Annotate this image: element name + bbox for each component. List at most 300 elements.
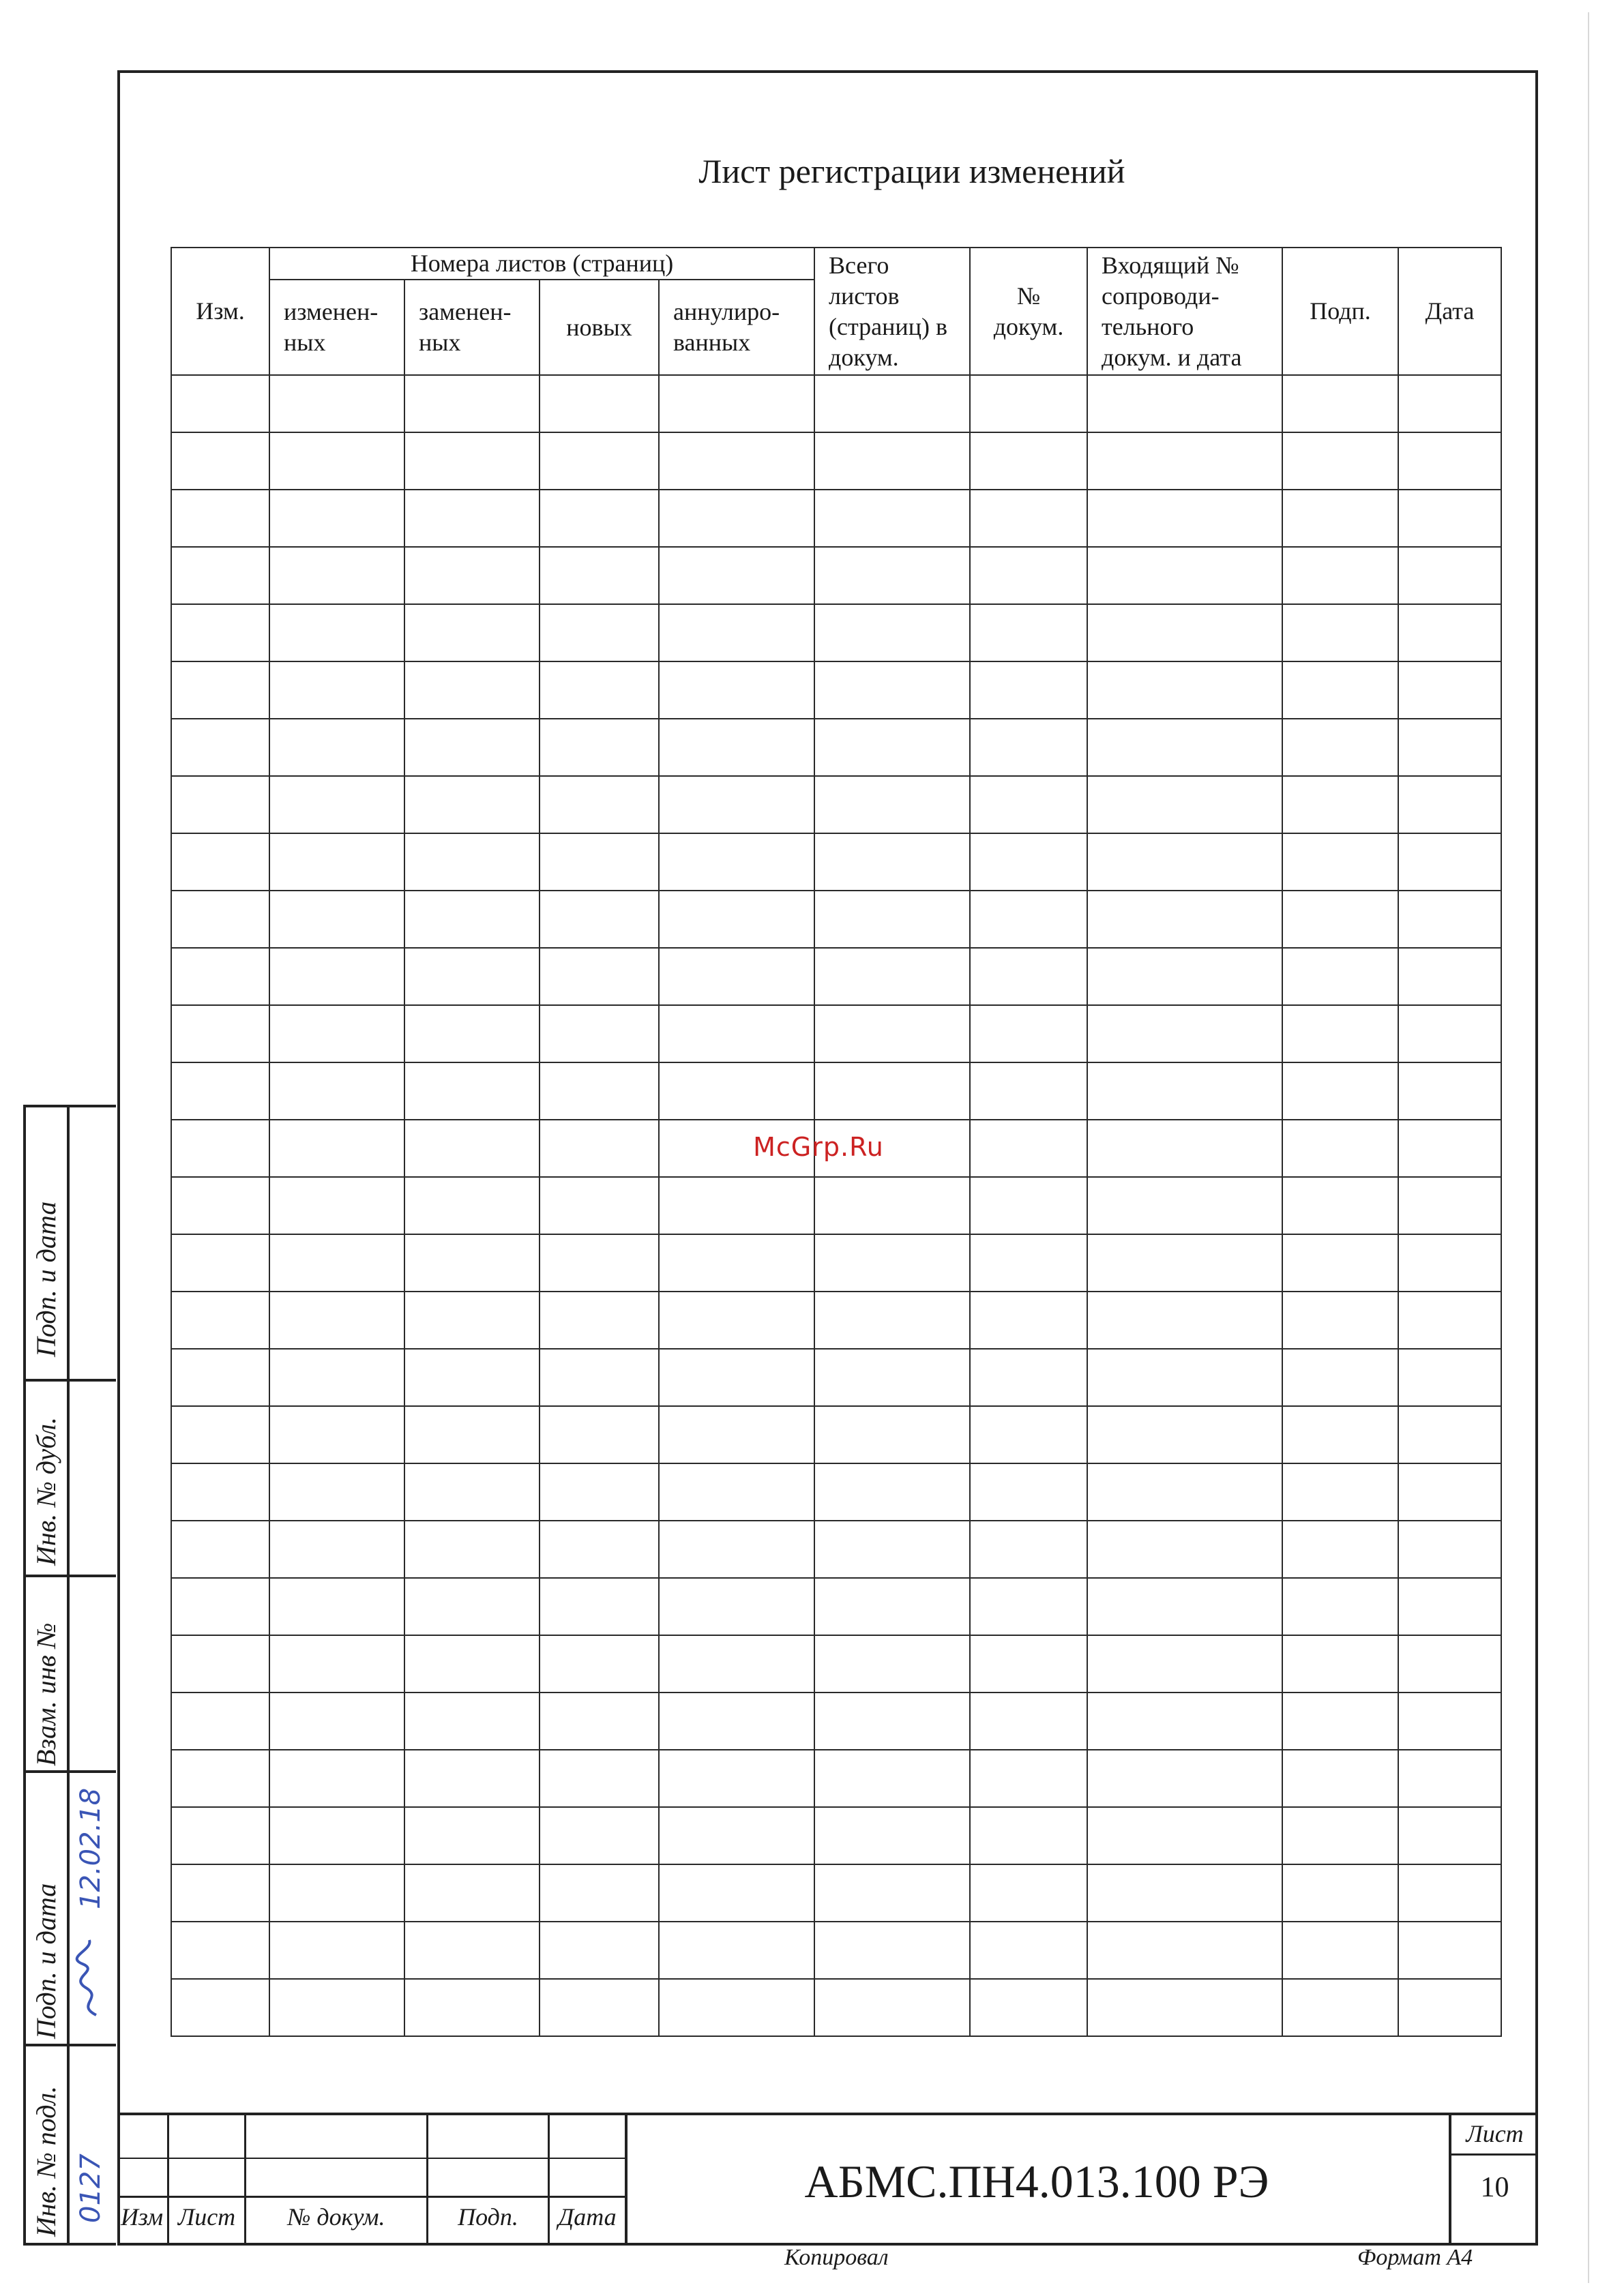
table-cell: [171, 1062, 269, 1120]
table-cell: [1282, 375, 1398, 432]
table-cell: [1282, 490, 1398, 547]
table-cell: [659, 1578, 814, 1635]
table-cell: [1398, 1062, 1501, 1120]
table-cell: [1398, 1635, 1501, 1693]
table-cell: [814, 833, 970, 891]
table-cell: [1398, 604, 1501, 661]
table-cell: [814, 661, 970, 719]
stamp-row-line: [117, 2158, 625, 2159]
table-cell: [1282, 1578, 1398, 1635]
table-cell: [814, 1177, 970, 1234]
table-cell: [269, 1693, 404, 1750]
table-cell: [540, 661, 659, 719]
table-cell: [404, 1578, 540, 1635]
table-cell: [1282, 1292, 1398, 1349]
table-row: [171, 661, 1501, 719]
table-cell: [269, 1349, 404, 1406]
table-row: [171, 1177, 1501, 1234]
table-cell: [1398, 1578, 1501, 1635]
table-cell: [540, 833, 659, 891]
table-cell: [1087, 1292, 1282, 1349]
table-body: [171, 375, 1501, 2036]
table-cell: [540, 1979, 659, 2036]
table-cell: [1087, 776, 1282, 833]
table-row: [171, 776, 1501, 833]
table-cell: [269, 1979, 404, 2036]
table-cell: [1087, 1120, 1282, 1177]
table-cell: [1087, 1635, 1282, 1693]
table-cell: [970, 604, 1087, 661]
table-cell: [404, 1177, 540, 1234]
side-label-sign-date: Подп. и дата: [31, 1201, 61, 1357]
table-cell: [659, 1693, 814, 1750]
table-cell: [970, 1234, 1087, 1292]
table-cell: [171, 891, 269, 948]
table-cell: [814, 1807, 970, 1864]
table-row: [171, 1578, 1501, 1635]
table-cell: [171, 1578, 269, 1635]
table-cell: [404, 1922, 540, 1979]
table-cell: [1398, 948, 1501, 1005]
header-incoming-doc: Входящий № сопроводи-тельного докум. и дата: [1087, 248, 1282, 375]
table-cell: [970, 1005, 1087, 1062]
table-cell: [540, 432, 659, 490]
table-cell: [1282, 1406, 1398, 1463]
table-cell: [814, 490, 970, 547]
table-cell: [540, 1635, 659, 1693]
table-row: [171, 1234, 1501, 1292]
table-cell: [540, 1807, 659, 1864]
table-cell: [404, 1406, 540, 1463]
table-cell: [269, 1521, 404, 1578]
table-cell: [269, 1005, 404, 1062]
table-cell: [970, 547, 1087, 604]
stamp-sheet-label: Лист: [1466, 2120, 1524, 2147]
table-cell: [540, 1062, 659, 1120]
table-cell: [659, 547, 814, 604]
table-cell: [814, 1578, 970, 1635]
table-cell: [404, 1062, 540, 1120]
table-cell: [404, 948, 540, 1005]
table-cell: [1282, 1864, 1398, 1922]
table-cell: [1398, 490, 1501, 547]
table-cell: [1087, 547, 1282, 604]
table-cell: [1282, 1750, 1398, 1807]
table-cell: [1282, 432, 1398, 490]
table-cell: [171, 375, 269, 432]
table-cell: [404, 1521, 540, 1578]
table-cell: [269, 1750, 404, 1807]
header-sign: Подп.: [1282, 248, 1398, 375]
table-cell: [404, 1234, 540, 1292]
table-cell: [1282, 1463, 1398, 1521]
table-cell: [659, 1062, 814, 1120]
table-cell: [970, 1349, 1087, 1406]
table-cell: [1282, 547, 1398, 604]
table-row: [171, 1521, 1501, 1578]
table-cell: [814, 1349, 970, 1406]
table-cell: [1087, 833, 1282, 891]
table-cell: [814, 891, 970, 948]
table-cell: [540, 1406, 659, 1463]
header-total-sheets: Всего листов (страниц) в докум.: [814, 248, 970, 375]
header-doc-number: № докум.: [970, 248, 1087, 375]
table-cell: [269, 490, 404, 547]
table-row: [171, 1922, 1501, 1979]
table-cell: [404, 375, 540, 432]
table-cell: [171, 1177, 269, 1234]
table-cell: [171, 1234, 269, 1292]
table-cell: [171, 1807, 269, 1864]
table-cell: [269, 833, 404, 891]
table-cell: [1087, 1979, 1282, 2036]
table-cell: [404, 1693, 540, 1750]
table-cell: [970, 891, 1087, 948]
table-cell: [1398, 776, 1501, 833]
footer-copied: Копировал: [784, 2245, 889, 2270]
table-cell: [970, 719, 1087, 776]
table-row: [171, 1005, 1501, 1062]
table-cell: [814, 604, 970, 661]
table-cell: [659, 1864, 814, 1922]
signature-scribble-icon: [72, 1937, 106, 2018]
table-cell: [1398, 1693, 1501, 1750]
watermark: McGrp.Ru: [753, 1132, 884, 1162]
table-cell: [1398, 1349, 1501, 1406]
table-cell: [1398, 661, 1501, 719]
table-cell: [814, 1062, 970, 1120]
table-cell: [970, 432, 1087, 490]
table-cell: [1282, 1635, 1398, 1693]
table-cell: [659, 1750, 814, 1807]
table-row: [171, 1693, 1501, 1750]
table-cell: [970, 1693, 1087, 1750]
table-cell: [1087, 1234, 1282, 1292]
table-cell: [970, 1521, 1087, 1578]
table-cell: [1282, 833, 1398, 891]
stamp-label-date: Дата: [558, 2203, 617, 2231]
table-cell: [1398, 1177, 1501, 1234]
table-cell: [1282, 1922, 1398, 1979]
table-cell: [970, 1635, 1087, 1693]
table-cell: [1087, 948, 1282, 1005]
table-cell: [1087, 1005, 1282, 1062]
stamp-sheet-line: [1449, 2153, 1538, 2156]
scan-edge: [1588, 12, 1589, 2283]
table-row: [171, 833, 1501, 891]
table-cell: [814, 1750, 970, 1807]
table-row: [171, 948, 1501, 1005]
table-cell: [1398, 1120, 1501, 1177]
table-cell: [1282, 1177, 1398, 1234]
table-cell: [970, 1578, 1087, 1635]
table-row: [171, 1463, 1501, 1521]
table-cell: [1087, 1922, 1282, 1979]
table-cell: [1282, 1521, 1398, 1578]
table-cell: [1087, 1463, 1282, 1521]
table-cell: [171, 604, 269, 661]
stamp-label-sign: Подп.: [458, 2203, 518, 2231]
table-cell: [1087, 891, 1282, 948]
table-cell: [171, 1463, 269, 1521]
table-cell: [269, 948, 404, 1005]
table-cell: [659, 1922, 814, 1979]
table-cell: [171, 948, 269, 1005]
table-cell: [970, 1062, 1087, 1120]
table-cell: [1398, 1750, 1501, 1807]
table-cell: [1282, 1807, 1398, 1864]
stamp-top-line: [117, 2113, 1538, 2115]
document-code: АБМС.ПН4.013.100 РЭ: [804, 2156, 1269, 2207]
table-cell: [814, 1463, 970, 1521]
table-cell: [540, 1005, 659, 1062]
table-cell: [171, 547, 269, 604]
side-separator: [23, 1770, 116, 1773]
table-cell: [970, 1292, 1087, 1349]
table-cell: [269, 1062, 404, 1120]
table-cell: [1398, 1979, 1501, 2036]
table-cell: [1282, 604, 1398, 661]
table-row: [171, 1750, 1501, 1807]
table-cell: [970, 1979, 1087, 2036]
header-replaced: заменен-ных: [404, 280, 540, 375]
table-cell: [540, 547, 659, 604]
table-cell: [1087, 1578, 1282, 1635]
table-cell: [659, 1635, 814, 1693]
table-cell: [269, 1406, 404, 1463]
table-cell: [404, 1292, 540, 1349]
table-cell: [1087, 719, 1282, 776]
table-cell: [1087, 375, 1282, 432]
table-cell: [540, 1693, 659, 1750]
table-cell: [540, 1864, 659, 1922]
table-cell: [171, 1693, 269, 1750]
side-label-inv-podl: Инв. № подл.: [31, 2086, 61, 2237]
table-cell: [1398, 547, 1501, 604]
table-row: [171, 1349, 1501, 1406]
table-cell: [1398, 1234, 1501, 1292]
table-cell: [1282, 1005, 1398, 1062]
side-label-vzam-inv: Взам. инв №: [31, 1622, 61, 1766]
table-cell: [659, 375, 814, 432]
table-cell: [404, 547, 540, 604]
table-cell: [540, 1234, 659, 1292]
side-label-inv-dubl: Инв. № дубл.: [31, 1417, 61, 1566]
table-cell: [970, 1864, 1087, 1922]
table-cell: [1398, 1292, 1501, 1349]
stamp-label-izm: Изм: [120, 2203, 164, 2231]
table-cell: [814, 776, 970, 833]
table-row: [171, 719, 1501, 776]
table-cell: [404, 1349, 540, 1406]
table-cell: [404, 719, 540, 776]
table-cell: [171, 1635, 269, 1693]
table-cell: [269, 1120, 404, 1177]
table-cell: [540, 1578, 659, 1635]
table-cell: [1087, 1521, 1282, 1578]
table-cell: [814, 948, 970, 1005]
table-cell: [1087, 1807, 1282, 1864]
table-cell: [659, 432, 814, 490]
table-cell: [659, 1349, 814, 1406]
table-cell: [171, 1864, 269, 1922]
table-cell: [171, 833, 269, 891]
table-cell: [269, 891, 404, 948]
footer-format: Формат А4: [1357, 2245, 1473, 2270]
table-cell: [1398, 1922, 1501, 1979]
table-cell: [540, 1177, 659, 1234]
table-cell: [404, 1979, 540, 2036]
table-cell: [1087, 1750, 1282, 1807]
table-cell: [659, 1406, 814, 1463]
side-separator: [23, 1575, 116, 1577]
table-cell: [970, 661, 1087, 719]
table-cell: [1398, 1463, 1501, 1521]
table-cell: [659, 661, 814, 719]
table-cell: [659, 1234, 814, 1292]
table-cell: [1282, 1693, 1398, 1750]
table-row: [171, 1807, 1501, 1864]
table-cell: [404, 604, 540, 661]
table-cell: [269, 375, 404, 432]
table-cell: [659, 1177, 814, 1234]
table-cell: [1398, 375, 1501, 432]
header-new: новых: [540, 280, 659, 375]
header-sheet-numbers: Номера листов (страниц): [269, 248, 814, 280]
table-cell: [659, 1807, 814, 1864]
table-cell: [171, 1979, 269, 2036]
handwritten-date: 12.02.18: [75, 1787, 106, 1909]
table-cell: [659, 1521, 814, 1578]
table-cell: [540, 604, 659, 661]
table-cell: [1398, 1864, 1501, 1922]
table-row: [171, 1979, 1501, 2036]
table-cell: [1087, 1349, 1282, 1406]
table-row: [171, 1292, 1501, 1349]
table-cell: [1398, 1406, 1501, 1463]
table-cell: [404, 833, 540, 891]
table-cell: [970, 1463, 1087, 1521]
table-row: [171, 1062, 1501, 1120]
table-cell: [540, 1463, 659, 1521]
table-cell: [814, 547, 970, 604]
table-cell: [171, 1922, 269, 1979]
table-cell: [540, 719, 659, 776]
table-cell: [404, 432, 540, 490]
stamp-label-list: Лист: [177, 2203, 236, 2231]
table-cell: [404, 490, 540, 547]
table-cell: [814, 1406, 970, 1463]
table-cell: [1087, 432, 1282, 490]
table-cell: [171, 432, 269, 490]
table-cell: [540, 1349, 659, 1406]
table-cell: [1282, 1062, 1398, 1120]
table-cell: [269, 604, 404, 661]
table-cell: [659, 776, 814, 833]
page-title: Лист регистрации изменений: [698, 152, 1125, 190]
table-cell: [1282, 661, 1398, 719]
table-cell: [1282, 1349, 1398, 1406]
table-cell: [659, 891, 814, 948]
table-cell: [269, 776, 404, 833]
table-cell: [970, 1120, 1087, 1177]
header-annulled: аннулиро-ванных: [659, 280, 814, 375]
table-cell: [269, 1292, 404, 1349]
table-cell: [540, 1922, 659, 1979]
table-cell: [970, 776, 1087, 833]
table-cell: [1398, 833, 1501, 891]
table-row: [171, 490, 1501, 547]
table-cell: [1282, 1234, 1398, 1292]
table-cell: [171, 1521, 269, 1578]
table-cell: [659, 1005, 814, 1062]
handwritten-signature: [72, 1937, 113, 2018]
table-cell: [171, 1406, 269, 1463]
table-cell: [814, 719, 970, 776]
table-cell: [269, 1177, 404, 1234]
table-row: [171, 1635, 1501, 1693]
table-row: [171, 432, 1501, 490]
table-cell: [540, 1750, 659, 1807]
side-divider: [67, 1105, 70, 2246]
table-row: [171, 1406, 1501, 1463]
table-cell: [404, 1120, 540, 1177]
table-row: [171, 547, 1501, 604]
side-separator: [23, 2044, 116, 2046]
table-cell: [814, 1005, 970, 1062]
table-cell: [659, 1463, 814, 1521]
table-cell: [1282, 948, 1398, 1005]
table-cell: [1282, 1979, 1398, 2036]
table-cell: [540, 1292, 659, 1349]
table-cell: [269, 661, 404, 719]
table-cell: [171, 719, 269, 776]
table-cell: [269, 1635, 404, 1693]
table-cell: [540, 375, 659, 432]
table-cell: [659, 833, 814, 891]
table-cell: [171, 1750, 269, 1807]
table-cell: [814, 1292, 970, 1349]
table-cell: [1087, 1062, 1282, 1120]
stamp-row-line: [117, 2196, 625, 2198]
table-cell: [171, 1292, 269, 1349]
table-cell: [269, 1864, 404, 1922]
table-cell: [269, 1578, 404, 1635]
table-cell: [970, 375, 1087, 432]
table-row: [171, 375, 1501, 432]
table-cell: [814, 1864, 970, 1922]
table-cell: [814, 375, 970, 432]
table-cell: [1087, 1693, 1282, 1750]
table-cell: [970, 1922, 1087, 1979]
table-cell: [540, 776, 659, 833]
table-cell: [404, 661, 540, 719]
table-cell: [269, 432, 404, 490]
table-cell: [970, 833, 1087, 891]
table-cell: [1087, 1406, 1282, 1463]
table-cell: [540, 1521, 659, 1578]
table-cell: [1398, 1005, 1501, 1062]
side-separator: [23, 1379, 116, 1382]
table-cell: [814, 1234, 970, 1292]
table-cell: [404, 1750, 540, 1807]
table-cell: [659, 1979, 814, 2036]
table-cell: [171, 490, 269, 547]
table-cell: [814, 1521, 970, 1578]
table-cell: [970, 1406, 1087, 1463]
table-cell: [1087, 490, 1282, 547]
table-cell: [814, 432, 970, 490]
